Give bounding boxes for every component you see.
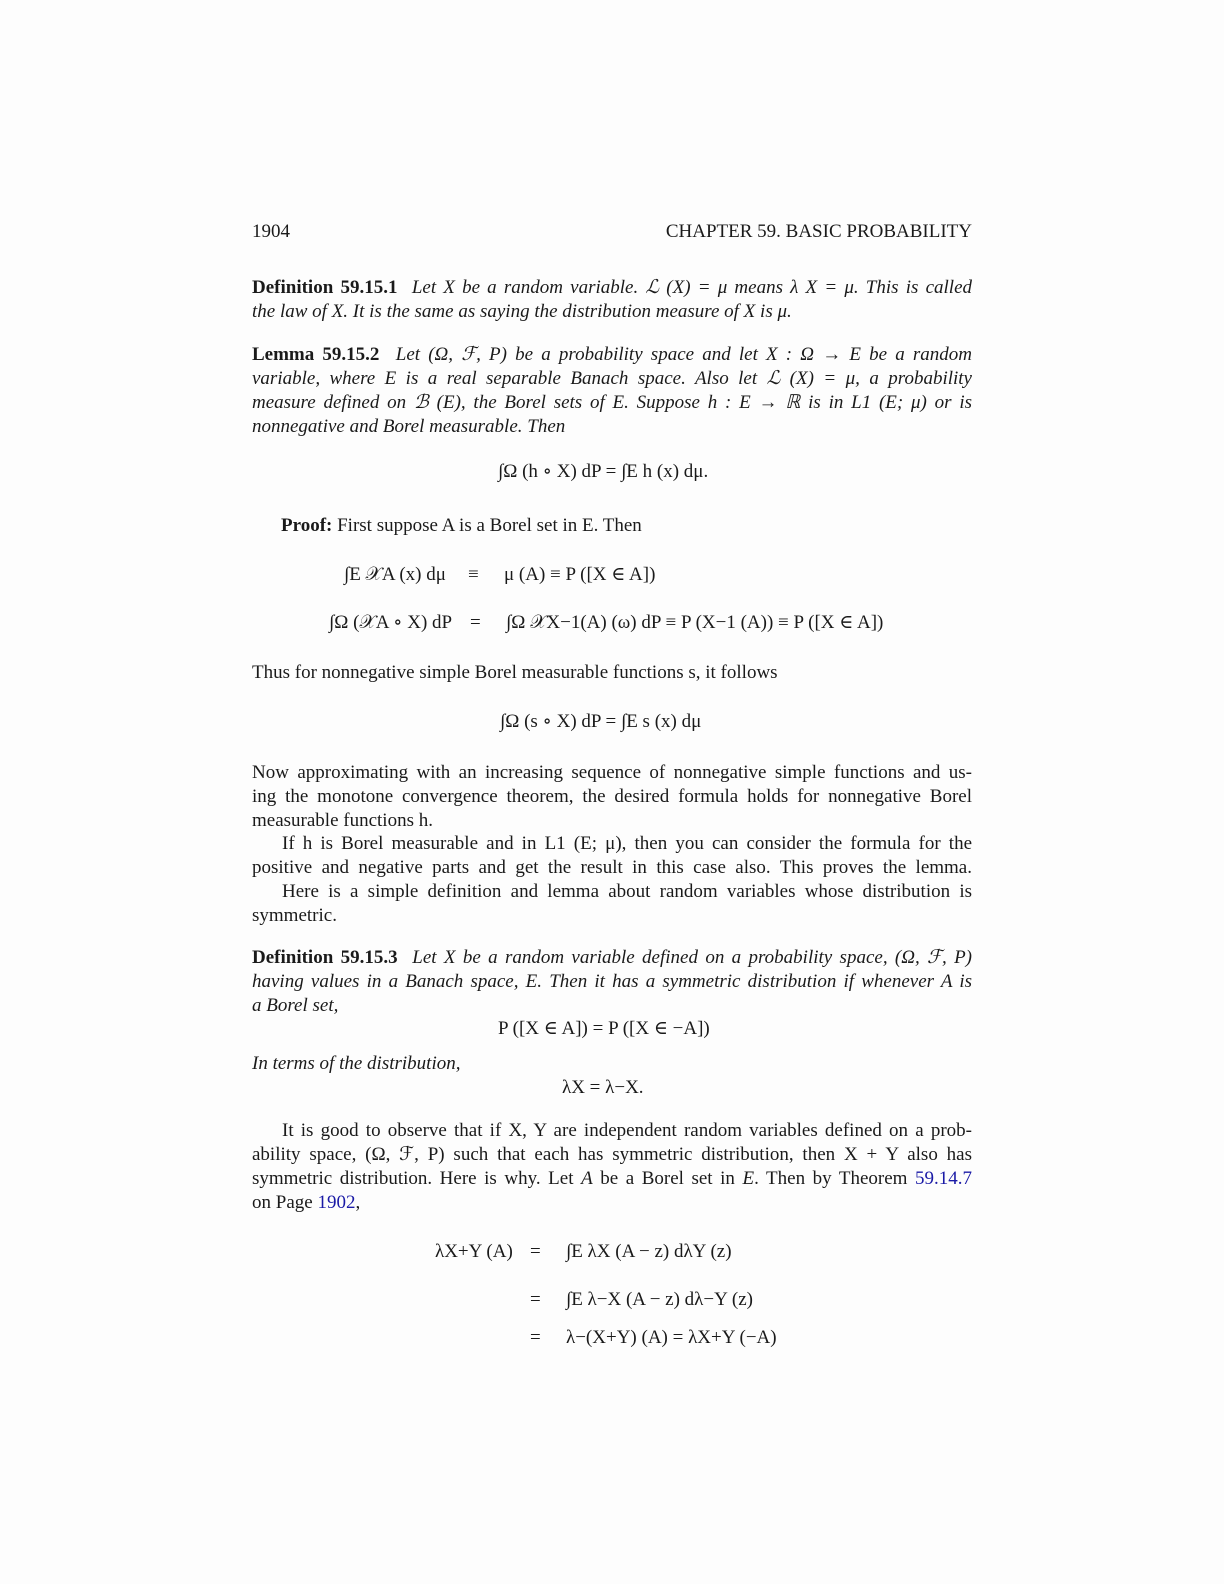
eq2-row1-relation: ≡ — [468, 564, 479, 585]
theorem-link[interactable]: 59.14.7 — [915, 1168, 973, 1189]
eq4-relation: = — [530, 1241, 541, 1262]
text-line: It is good to observe that if X, Y are independent random variables defined on a prob- — [282, 1120, 972, 1141]
text-line: positive and negative parts and get the result in this case also. This proves the lemma. — [252, 857, 972, 878]
eq2-row2-relation: = — [470, 612, 481, 633]
thus-line: Thus for nonnegative simple Borel measurable functions s, it follows — [252, 662, 778, 683]
eq2-row1-rhs: μ (A) ≡ P ([X ∈ A]) — [504, 564, 656, 585]
eq4-rhs: λ−(X+Y) (A) = λX+Y (−A) — [566, 1327, 777, 1348]
proof-text: First suppose A is a Borel set in E. Then — [337, 515, 642, 536]
definition-line: the law of X. It is the same as saying the distribution measure of X is μ. — [252, 301, 792, 322]
text-line: If h is Borel measurable and in L1 (E; μ), then you can consider the formula for the — [282, 833, 972, 854]
eq4-relation: = — [530, 1327, 541, 1348]
lemma-line: nonnegative and Borel measurable. Then — [252, 416, 566, 437]
paragraph-symmetric-intro — [252, 880, 972, 928]
text-line: on Page 1902, — [252, 1192, 361, 1213]
equation-lemma: ∫Ω (h ∘ X) dP = ∫E h (x) dμ. — [498, 461, 709, 482]
proof-label: Proof: — [281, 515, 333, 536]
text-line: ing the monotone convergence theorem, the desired formula holds for nonnegative Borel — [252, 786, 972, 807]
equation-simple: ∫Ω (s ∘ X) dP = ∫E s (x) dμ — [500, 711, 702, 732]
text-line: measurable functions h. — [252, 810, 433, 831]
paragraph-independent — [252, 1119, 972, 1215]
text-line: symmetric distribution. Here is why. Let A be a Borel set in E. Then by Theorem 59.14.7 — [252, 1168, 973, 1189]
chapter-header: CHAPTER 59. BASIC PROBABILITY — [665, 221, 972, 242]
eq4-relation: = — [530, 1289, 541, 1310]
paragraph-approx — [252, 761, 972, 833]
page-number: 1904 — [252, 221, 290, 242]
proof-start — [281, 514, 642, 538]
definition-line: In terms of the distribution, — [252, 1053, 461, 1074]
lemma-line: variable, where E is a real separable Banach space. Also let ℒ (X) = μ, a probability — [252, 368, 972, 389]
page-link[interactable]: 1902 — [317, 1192, 356, 1213]
text-line: Now approximating with an increasing sequence of nonnegative simple functions and us- — [252, 762, 972, 783]
definition-label: Definition 59.15.1 — [252, 277, 398, 298]
definition-line: a Borel set, — [252, 995, 339, 1016]
definition-line: Let X be a random variable defined on a probability space, (Ω, ℱ, P) — [412, 947, 973, 968]
eq4-rhs: ∫E λX (A − z) dλY (z) — [566, 1241, 732, 1262]
lemma-59-15-2 — [252, 343, 972, 439]
definition-line: having values in a Banach space, E. Then it has a symmetric distribution if whenever A is — [252, 971, 972, 992]
eq2-row2-lhs: ∫Ω (𝒳A ∘ X) dP — [329, 612, 453, 633]
lemma-label: Lemma 59.15.2 — [252, 344, 380, 365]
definition-59-15-1 — [252, 276, 972, 324]
equation-symmetric: P ([X ∈ A]) = P ([X ∈ −A]) — [498, 1018, 710, 1039]
eq2-row2-rhs: ∫Ω 𝒳X−1(A) (ω) dP ≡ P (X−1 (A)) ≡ P ([X ∈ A]) — [506, 612, 884, 633]
eq4-rhs: ∫E λ−X (A − z) dλ−Y (z) — [566, 1289, 753, 1310]
eq2-row1-lhs: ∫E 𝒳A (x) dμ — [344, 564, 446, 585]
lemma-line: Let (Ω, ℱ, P) be a probability space and let X : Ω → E be a random — [395, 344, 973, 365]
paragraph-integrable — [252, 832, 972, 880]
definition-label: Definition 59.15.3 — [252, 947, 398, 968]
eq4-lhs: λX+Y (A) — [435, 1241, 513, 1262]
definition-line: Let X be a random variable. ℒ (X) = μ means λ X = μ. This is called — [411, 277, 973, 298]
lemma-line: measure defined on ℬ (E), the Borel sets of E. Suppose h : E → ℝ is in L1 (E; μ) or is — [252, 392, 972, 413]
text-line: symmetric. — [252, 905, 337, 926]
text-line: ability space, (Ω, ℱ, P) such that each has symmetric distribution, then X + Y also has — [252, 1144, 972, 1165]
definition-59-15-3 — [252, 946, 972, 1018]
text-line: Here is a simple definition and lemma about random variables whose distribution is — [282, 881, 972, 902]
equation-lambda: λX = λ−X. — [562, 1077, 644, 1098]
